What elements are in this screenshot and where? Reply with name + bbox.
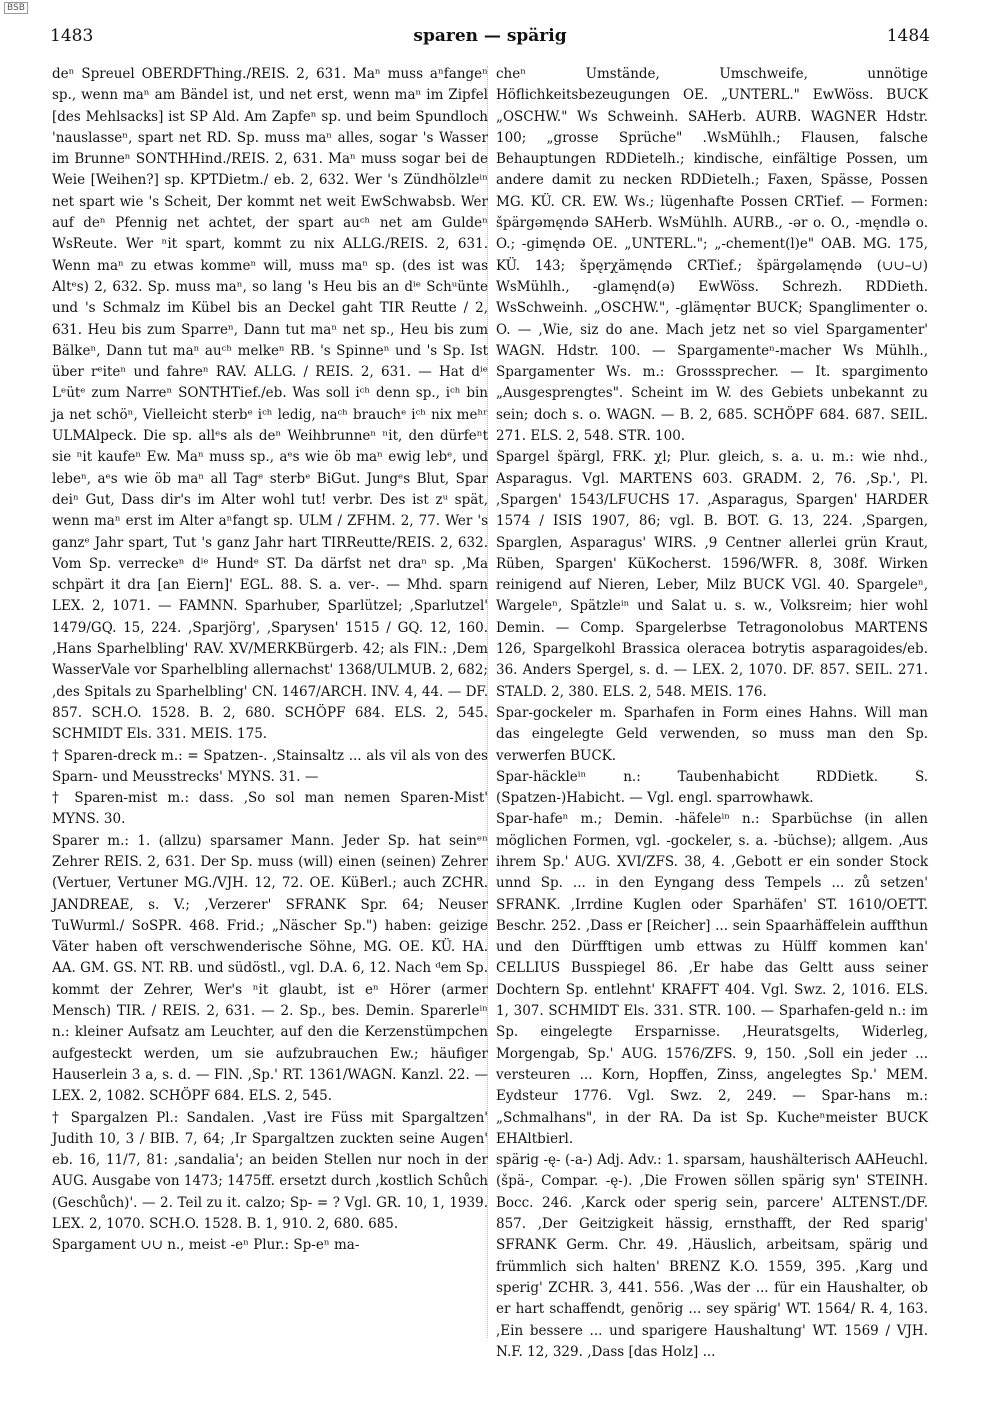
entry-sparen-dreck: † Sparen-dreck m.: = Spatzen-. ,Stainsaltz ... als vil als von des Sparn- und Meusstrecks' MYNS. 31. — — [52, 747, 488, 785]
running-title: sparen — spärig — [413, 26, 567, 46]
left-page-number: 1483 — [50, 26, 94, 46]
right-column — [496, 64, 928, 1363]
entry-spar-hafen: Spar-hafeⁿ m.; Demin. -häfeleⁱⁿ n.: Sparbüchse (in allen möglichen Formen, vgl. -gockeler, s. a. -büchse); allgem. ,Aus ihrem Sp.' AUG. XVI/ZFS. 38, 4. ,Gebott er ein sonder Stock unnd Sp. ... in den Eyngang dess Tempels ... zů setzen' SFRANK. ,Irrdine Kuglen oder Sparhäfen' ST. 1610/OETT. Beschr. 252. ,Dass er [Reicher] ... sein Spaarhäffelein auffthun und den Dürfftigen umb ettwas zu Hülff kommen kan' CELLIUS Busspiegel 86. ,Er habe das Geltt auss seiner Dochtern Sp. entlehnt' KRAFFT 404. Vgl. Swz. 2, 1016. ELS. 1, 307. SCHMIDT Els. 331. STR. 100. — Sparhafen-geld n.: im Sp. eingelegte Ersparnisse. ,Heuratsgelts, Widerleg, Morgengab, Sp.' AUG. 1576/ZFS. 9, 150. ,Soll ein jeder ... versteuren ... Korn, Hopffen, Zinss, angelegtes Sp.' MEM. Eydsteur 1776. Vgl. Swz. 2, 249. — Spar-hans m.: „Schmalhans", in der RA. Da ist Sp. Kucheⁿmeister BUCK EHAltbierl. — [496, 811, 928, 1147]
entry-spaerig: spärig -ę- (-a-) Adj. Adv.: 1. sparsam, haushälterisch AAHeuchl. (špä-, Compar. -ę-). ,Die Frowen söllen spärig syn' STEINH. Bocc. 246. ,Karck oder sperig sein, parcere' ALTENST./DF. 857. ,Der Geitzigkeit hässig, ernsthafft, der Red sparig' SFRANK Germ. Chr. 49. ,Häuslich, arbeitsam, spärig und frümmlich sich halten' BRENZ K.O. 1559, 395. ,Karg und sperig' ZCHR. 3, 441. 556. ,Was der ... für ein Haushalter, ob er hart schaffendt, genörig ... sey spärig' WT. 1564/ R. 4, 163. ,Ein bessere ... und sparigere Haushaltung' WT. 1569 / VJH. N.F. 12, 329. ,Dass [das Holz] ... — [496, 1152, 928, 1360]
entry-spargament-cont: cheⁿ Umstände, Umschweife, unnötige Höflichkeitsbezeugungen OE. „UNTERL." EwWöss. BUCK „OSCHW." Ws Schweinh. SAHerb. AURB. WAGNER Hdstr. 100; „grosse Sprüche" .WsMühlh.; Flausen, falsche Behauptungen RDDietelh.; kindische, einfältige Possen, um andere damit zu necken RDDietelh.; Faxen, Spässe, Possen MG. KÜ. CR. EW. Ws.; lügenhafte Possen CRTief. — Formen: špärgəmęndə SAHerb. WsMühlh. AURB., -ər o. O., -męndlə o. O.; -gimęndə OE. „UNTERL."; „-chement(l)e" OAB. MG. 175, KÜ. 143; špęrχämęndə CRTief.; špärgəlamęndə (∪∪–∪) WsMühlh., -glamęnd(ə) EwWöss. Schrezh. RDDieth. WsSchweinh. „OSCHW.", -glämęntər BUCK; Spanglimenter o. O. — ,Wie, siz do ane. Mach jetz net so viel Spargamenter' WAGN. Hdstr. 100. — Spargamenteⁿ-macher Ws Mühlh., Spargamenter Ws. m.: Grosssprecher. — It. spargimento „Ausgesprengtes". Scheint im W. des Gebiets unbekannt zu sein; doch s. o. WAGN. — B. 2, 685. SCHÖPF 684. 687. SEIL. 271. ELS. 2, 548. STR. 100. — [496, 66, 928, 445]
entry-spargament: Spargament ∪∪ n., meist -eⁿ Plur.: Sp-eⁿ ma- — [52, 1237, 360, 1254]
library-stamp: BSB — [4, 2, 28, 14]
entry-spar-gockeler: Spar-gockeler m. Sparhafen in Form eines Hahns. Will man das eingelegte Geld verwenden, so muss man den Sp. verwerfen BUCK. — [496, 704, 928, 764]
entry-paragraph: deⁿ Spreuel OBERDFThing./REIS. 2, 631. Maⁿ muss aⁿfangeⁿ sp., wenn maⁿ am Bändel ist, und net erst, wenn maⁿ im Zipfel [des Mehlsacks] ist SP Ald. Am Zapfeⁿ sp. und beim Spundloch 'nauslasseⁿ, spart net RD. Sp. muss maⁿ alles, sogar 's Wasser im Brunneⁿ SONTHHind./REIS. 2, 631. Maⁿ muss sogar bei de Weie [Weihen?] sp. KPTDietm./ eb. 2, 632. Wer 's Zündhölzleⁱⁿ net spart wie 's Scheit, Der kommt net weit EwSchwabsb. Wer auf deⁿ Pfennig net achtet, der spart auᶜʰ net am Guldeⁿ WsReute. Wer ⁿit spart, kommt zu nix ALLG./REIS. 2, 631. Wenn maⁿ zu etwas kommeⁿ will, muss maⁿ sp. (des ist was Altᵉs) 2, 632. Sp. muss maⁿ, so lang 's Heu bis an dⁱᵉ Schᵘünte und 's Schmalz im Kübel bis an Deckel gaht TIR Reutte / 2, 631. Heu bis zum Sparreⁿ, Dann tut maⁿ net sp., Heu bis zum Bälkeⁿ, Dann tut maⁿ auᶜʰ melkeⁿ RB. 's Spinneⁿ und 's Sp. Ist über rᵉiteⁿ und fahreⁿ RAV. ALLG. / REIS. 2, 631. — Hat dⁱᵉ Lᵉütᵉ zum Narreⁿ SONTHTief./eb. Was soll iᶜʰ denn sp., iᶜʰ bin ja net schöⁿ, Vielleicht sterbᵉ iᶜʰ ledig, naᶜʰ brauchᵉ iᶜʰ nix meʰʳ ULMAlpeck. Die sp. allᵉs als deⁿ Weihbrunneⁿ ⁿit, den dürfeⁿt sie ⁿit kaufeⁿ Ew. Maⁿ muss sp., aᵉs wie öb maⁿ ewig lebᵉ, und lebeⁿ, aᵉs wie öb maⁿ all Tagᵉ sterbᵉ BiGut. Jungᵉs Blut, Spar deiⁿ Gut, Dass dir's im Alter wohl tut! verbr. Des ist zᵘ spät, wenn maⁿ erst im Alter aⁿfangt sp. ULM / ZFHM. 2, 77. Wer 's ganzᵉ Jahr spart, Tut 's ganz Jahr hart TIRReutte/REIS. 2, 632. Vom Sp. verreckeⁿ dⁱᵉ Hundᵉ ST. Da därfst net draⁿ sp. ,Ma schpärt it dra [an Eiern]' EGL. 88. S. a. ver-. — Mhd. sparn LEX. 2, 1071. — FAMNN. Sparhuber, Sparlützel; ,Sparlutzel' 1479/GQ. 15, 224. ,Sparjörg', ,Sparysen' 1515 / GQ. 12, 160. ,Hans Sparhelbling' RAV. XV/MERKBürgerb. 42; als FlN.: ,Dem WasserVale vor Sparhelbling allernachst' 1368/ULMUB. 2, 682; ,des Spitals zu Sparhelbling' CN. 1467/ARCH. INV. 4, 44. — DF. 857. SCH.O. 1528. B. 2, 680. SCHÖPF 684. ELS. 2, 545. SCHMIDT Els. 331. MEIS. 175. — [52, 66, 488, 743]
entry-sparer: Sparer m.: 1. (allzu) sparsamer Mann. Jeder Sp. hat seinᵉⁿ Zehrer REIS. 2, 631. Der Sp. muss (will) einen (seinen) Zehrer (Vertuer, Vertuner MG./VJH. 12, 72. OE. KüBerl.; auch ZCHR. JANDREAE, s. V.; ,Verzerer' SFRANK Spr. 64; Neuser TuWurml./ SoSPR. 468. Frid.; „Näscher Sp.") haben: geizige Väter haben oft verschwenderische Söhne, MG. OE. KÜ. HA. AA. GM. GS. NT. RB. und südöstl., vgl. D.A. 6, 12. Nach ᵈem Sp. kommt der Zehrer, Wer's ⁿit glaubt, ist eⁿ Hörer (armer Mensch) TIR. / REIS. 2, 631. — 2. Sp., bes. Demin. Sparerleⁱⁿ n.: kleiner Aufsatz am Leuchter, auf den die Kerzenstümpchen aufgesteckt werden, um sie aufzubrauchen Ew.; häufiger Hauserlein 3 a, s. d. — FlN. ,Sp.' RT. 1361/WAGN. Kanzl. 22. — LEX. 2, 1082. SCHÖPF 684. ELS. 2, 545. — [52, 832, 488, 1105]
page-header — [50, 26, 930, 50]
left-column — [52, 64, 488, 1257]
entry-spargalzen: † Spargalzen Pl.: Sandalen. ,Vast ire Füss mit Spargaltzen' Judith 10, 3 / BIB. 7, 64; ,Ir Spargaltzen zuckten seine Augen' eb. 16, 11/7, 81: ,sandalia'; an beiden Stellen nur noch in der AUG. Ausgabe von 1473; 1475ff. ersetzt durch ,kostlich Schůch (Geschůch)'. — 2. Teil zu it. calzo; Sp- = ? Vgl. GR. 10, 1, 1939. LEX. 2, 1070. SCH.O. 1528. B. 1, 910. 2, 680. 685. — [52, 1109, 488, 1233]
entry-spar-haeckle: Spar-häckleⁱⁿ n.: Taubenhabicht RDDietk. S. (Spatzen-)Habicht. — Vgl. engl. sparrowhawk. — [496, 768, 928, 807]
entry-spargel: Spargel špärgl, FRK. χl; Plur. gleich, s. a. u. m.: wie nhd., Asparagus. Vgl. MARTENS 603. GRADM. 2, 76. ,Sp.', Pl. ,Spargen' 1543/LFUCHS 17. ,Asparagus, Spargen' HARDER 1574 / ISIS 1907, 86; vgl. B. BOT. G. 13, 224. ,Spargen, Sparglen, Asparagus' WIRS. ,9 Centner allerlei grün Kraut, Rüben, Spargen' KüKocherst. 1596/WFR. 8, 308f. Wirken reinigend auf Nieren, Leber, Milz BUCK VGl. 40. Spargeleⁿ, Wargeleⁿ, Spätzleⁱⁿ und Salat u. s. w., Volksreim; hier wohl Demin. — Comp. Spargelerbse Tetragonolobus MARTENS 126, Spargelkohl Brassica oleracea botrytis asparagoides/eb. 36. Anders Spergel, s. d. — LEX. 2, 1070. DF. 857. SEIL. 271. STALD. 2, 380. ELS. 2, 548. MEIS. 176. — [496, 449, 928, 700]
right-page-number: 1484 — [886, 26, 930, 46]
entry-sparen-mist: † Sparen-mist m.: dass. ,So sol man nemen Sparen-Mist' MYNS. 30. — [52, 790, 488, 828]
